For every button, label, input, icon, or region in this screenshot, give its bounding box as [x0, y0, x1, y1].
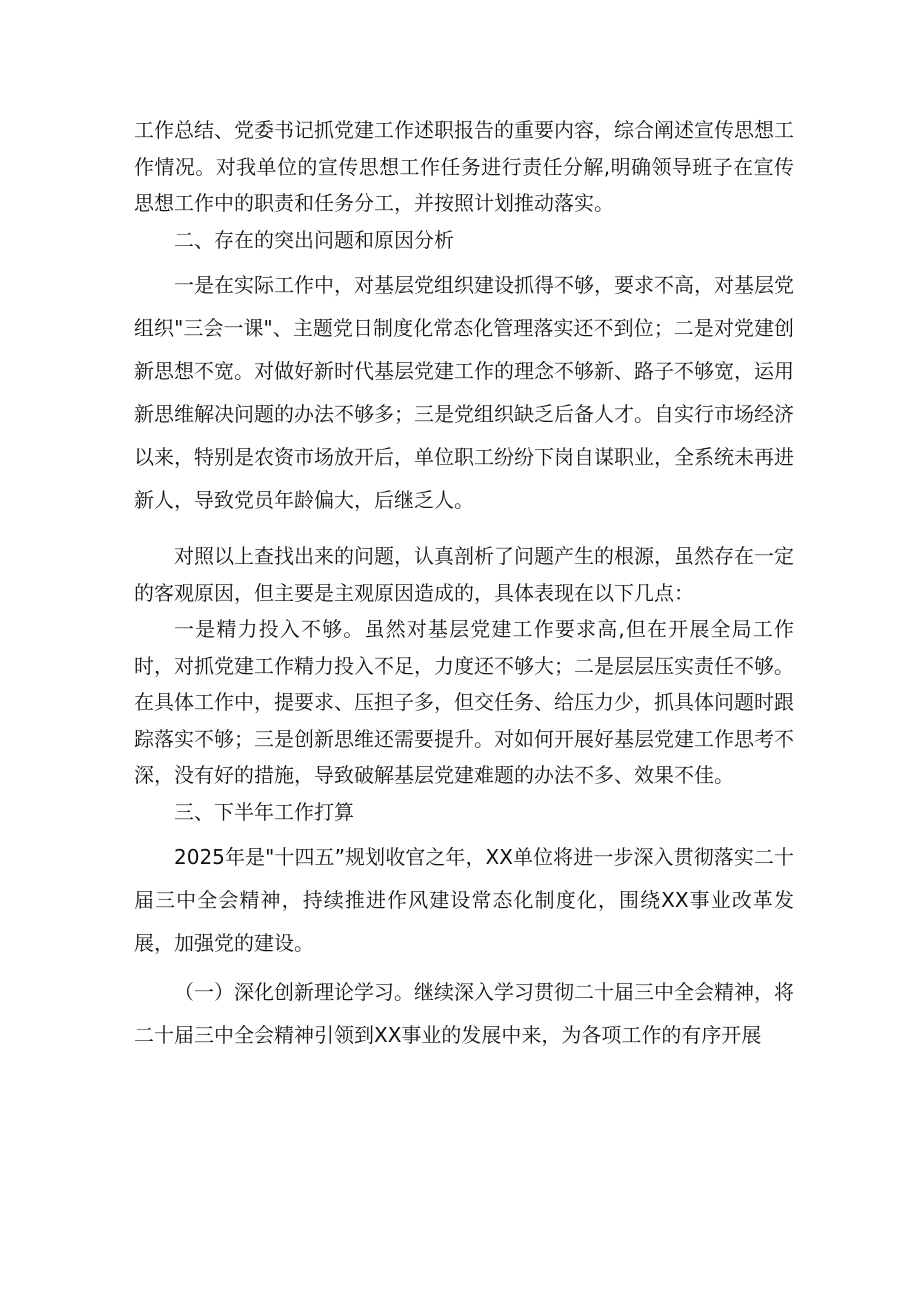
paragraph-analysis-details: 一是精力投入不够。虽然对基层党建工作要求高,但在开展全局工作时，对抓党建工作精力投入不足，力度还不够大；二是层层压实责任不够。在具体工作中，提要求、压担子多，但交任务、给压力少，抓具体问题时跟踪落实不够；三是创新思维还需要提升。对如何开展好基层党建工作思考不深，没有好的措施，导致破解基层党建难题的办法不多、效果不佳。 — [134, 617, 794, 787]
paragraph-plans-intro: 2025年是"十四五”规划收官之年，XX单位将进一步深入贯彻落实二十届三中全会精神，持续推进作风建设常态化制度化，围绕XX事业改革发展，加强党的建设。 — [134, 845, 794, 955]
paragraph-continuation: 工作总结、党委书记抓党建工作述职报告的重要内容，综合阐述宣传思想工作情况。对我单位的宣传思想工作任务进行责任分解,明确领导班子在宣传思想工作中的职责和任务分工，并按照计划推动落实。 — [134, 118, 794, 215]
paragraph-problems: 一是在实际工作中，对基层党组织建设抓得不够，要求不高，对基层党组织"三会一课"、主题党日制度化常态化管理落实还不到位；二是对党建创新思想不宽。对做好新时代基层党建工作的理念不够新、路子不够宽，运用新思维解决问题的办法不够多；三是党组织缺乏后备人才。自实行市场经济以来，特别是农资市场放开后，单位职工纷纷下岗自谋职业，全系统未再进新人，导致党员年龄偏大，后继乏人。 — [134, 273, 794, 512]
section-heading-problems: 二、存在的突出问题和原因分析 — [174, 227, 454, 252]
section-heading-plans: 三、下半年工作打算 — [174, 799, 354, 824]
paragraph-plan-item-1: （一）深化创新理论学习。继续深入学习贯彻二十届三中全会精神，将二十届三中全会精神引领到XX事业的发展中来，为各项工作的有序开展 — [134, 980, 794, 1047]
document-body — [134, 112, 794, 1057]
paragraph-analysis-intro: 对照以上查找出来的问题，认真剖析了问题产生的根源，虽然存在一定的客观原因，但主要是主观原因造成的，具体表现在以下几点： — [134, 544, 794, 605]
